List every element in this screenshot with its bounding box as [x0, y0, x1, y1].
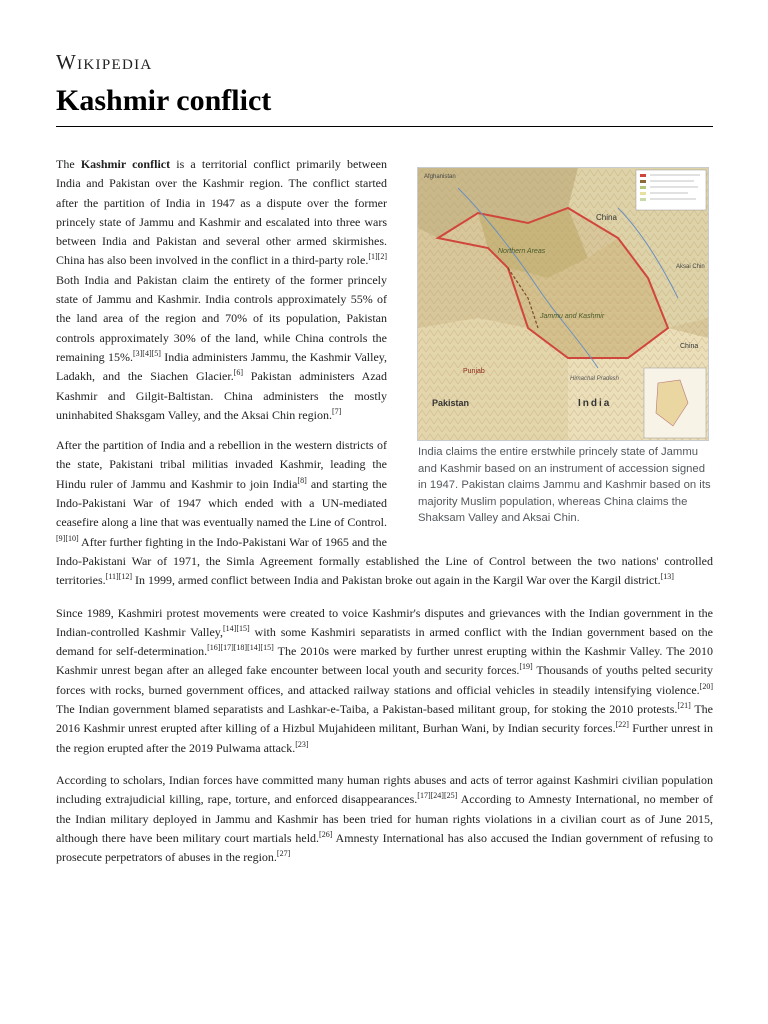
map-label-afghanistan: Afghanistan	[424, 174, 456, 180]
paragraph-text: and starting the Indo-Pakistani War of 1947 which ended with a UN-mediated ceasefire along a line that was eventually named the Line of Control.	[56, 476, 388, 530]
map-label-pakistan: Pakistan	[432, 398, 470, 408]
paragraph-text: with some Kashmiri separatists in armed conflict with the Indian government based on the demand for self-determination.	[56, 624, 713, 659]
citation-link[interactable]: [20]	[699, 681, 713, 691]
paragraph-text: Further unrest in the region erupted after the 2019 Pulwama attack.	[56, 721, 713, 755]
paragraph	[56, 604, 713, 758]
paragraph-text: The Indian government blamed separatists and Lashkar-e-Taiba, a Pakistan-based militant group, for stoking the 2010 protests.	[56, 702, 678, 717]
citation-link[interactable]: [3][4][5]	[132, 348, 161, 358]
bold-term: Kashmir conflict	[80, 157, 171, 171]
map-label-aksai-chin: Aksai Chin	[676, 264, 705, 270]
paragraph-text: After the partition of India and a rebellion in the western districts of the state, Pakistani tribal militias invaded Kashmir, leading the Hindu ruler of Jammu and Kashmir to join India	[56, 438, 387, 491]
citation-link[interactable]: [19]	[519, 662, 533, 672]
citation-link[interactable]: [23]	[295, 739, 309, 749]
wikipedia-logo[interactable]: Wikipedia	[56, 50, 153, 74]
citation-link[interactable]: [14][15]	[223, 623, 250, 633]
paragraph-text: The	[56, 157, 81, 171]
paragraph-text: After further fighting in the Indo-Pakistani War of 1965 and the Indo-Pakistani War of 1971, the Simla Agreement formally established the Line of Control between the two nations' controlled territories.	[56, 534, 713, 588]
citation-link[interactable]: [13]	[660, 572, 674, 582]
citation-link[interactable]: [6]	[233, 368, 244, 378]
map-figure	[416, 167, 713, 527]
map-label-jammu-kashmir: Jammu and Kashmir	[540, 313, 605, 320]
paragraph-text: India administers Jammu, the Kashmir Valley, Ladakh, and the Siachen Glacier.	[56, 349, 387, 384]
paragraph-text: Amnesty International has also accused the Indian government of refusing to prosecute perpetrators of abuses in the region.	[56, 830, 714, 865]
paragraph-text: Since 1989, Kashmiri protest movements were created to voice Kashmir's disputes and grievances with the Indian government in the Indian-controlled Kashmir Valley,	[56, 605, 713, 639]
citation-link[interactable]: [11][12]	[105, 572, 133, 582]
paragraph	[56, 771, 713, 867]
map-label-himachal: Himachal Pradesh	[570, 376, 620, 382]
paragraph-text: In 1999, armed conflict between India and Pakistan broke out again in the Kargil War over the Kargil district.	[132, 573, 661, 588]
paragraph-text: The 2016 Kashmir unrest erupted after killing of a Hizbul Mujahideen militant, Burhan Wani, by Indian security forces.	[56, 702, 713, 736]
citation-link[interactable]: [27]	[276, 849, 291, 859]
citation-link[interactable]: [22]	[615, 720, 629, 730]
map-label-northern-areas: Northern Areas	[498, 248, 546, 255]
map-label-punjab: Punjab	[463, 368, 485, 375]
citation-link[interactable]: [8]	[297, 475, 307, 485]
paragraph-text: is a territorial conflict primarily between India and Pakistan over the Kashmir region. The conflict started after the partition of India in 1947 as a dispute over the former princely state of Jammu and Kashmir and escalated into three wars between India and Pakistan and several other armed skirmishes. China has also been involved in the conflict in a third-party role.	[56, 157, 387, 268]
article-body	[56, 155, 713, 880]
map-label-india: India	[578, 398, 612, 409]
map-caption: India claims the entire erstwhile princely state of Jammu and Kashmir based on an instrument of accession signed in 1947. Pakistan claims Jammu and Kashmir based on its majority Muslim population, whereas China claims the Shaksam Valley and Aksai Chin.	[418, 446, 711, 525]
paragraph-text: Thousands of youths pelted security forces with rocks, burned government offices, and attacked railway stations and official vehicles in steadily intensifying violence.	[56, 663, 713, 697]
citation-link[interactable]: [7]	[331, 406, 342, 416]
map-label-china-east: China	[680, 343, 699, 350]
paragraph-text: According to Amnesty International, no member of the Indian military deployed in Jammu and Kashmir has been tried for human rights violations in a civilian court as of June 2015, although there have been military court martials held.	[56, 792, 713, 845]
paragraph-text: Pakistan administers Azad Kashmir and Gilgit-Baltistan. China administers the mostly uninhabited Shaksgam Valley, and the Aksai Chin region.	[56, 369, 387, 422]
citation-link[interactable]: [9][10]	[56, 533, 79, 543]
map-label-china: China	[596, 213, 617, 222]
page-title: Kashmir conflict	[56, 84, 272, 117]
citation-link[interactable]: [26]	[319, 829, 333, 839]
paragraph-text: The 2010s were marked by further unrest erupting within the Kashmir Valley. The 2010 Kashmir unrest began after an alleged fake encounter between local youth and security forces.	[56, 644, 713, 678]
citation-link[interactable]: [17][24][25]	[417, 791, 458, 801]
citation-link[interactable]: [16][17][18][14][15]	[207, 643, 274, 653]
kashmir-map[interactable]	[417, 167, 709, 441]
citation-link[interactable]: [21]	[677, 701, 691, 711]
citation-link[interactable]: [1][2]	[368, 252, 387, 262]
paragraph-text: Both India and Pakistan claim the entirety of the former princely state of Jammu and Kashmir. India controls approximately 55% of the land area of the region and 70% of its population, Pakistan controls approximately 30% of the land, while China controls the remaining 15%.	[56, 272, 387, 364]
title-divider	[56, 126, 713, 127]
paragraph-text: According to scholars, Indian forces have committed many human rights abuses and acts of terror against Kashmiri civilian population including extrajudicial killing, rape, torture, and enforced disappearances.	[56, 772, 713, 807]
